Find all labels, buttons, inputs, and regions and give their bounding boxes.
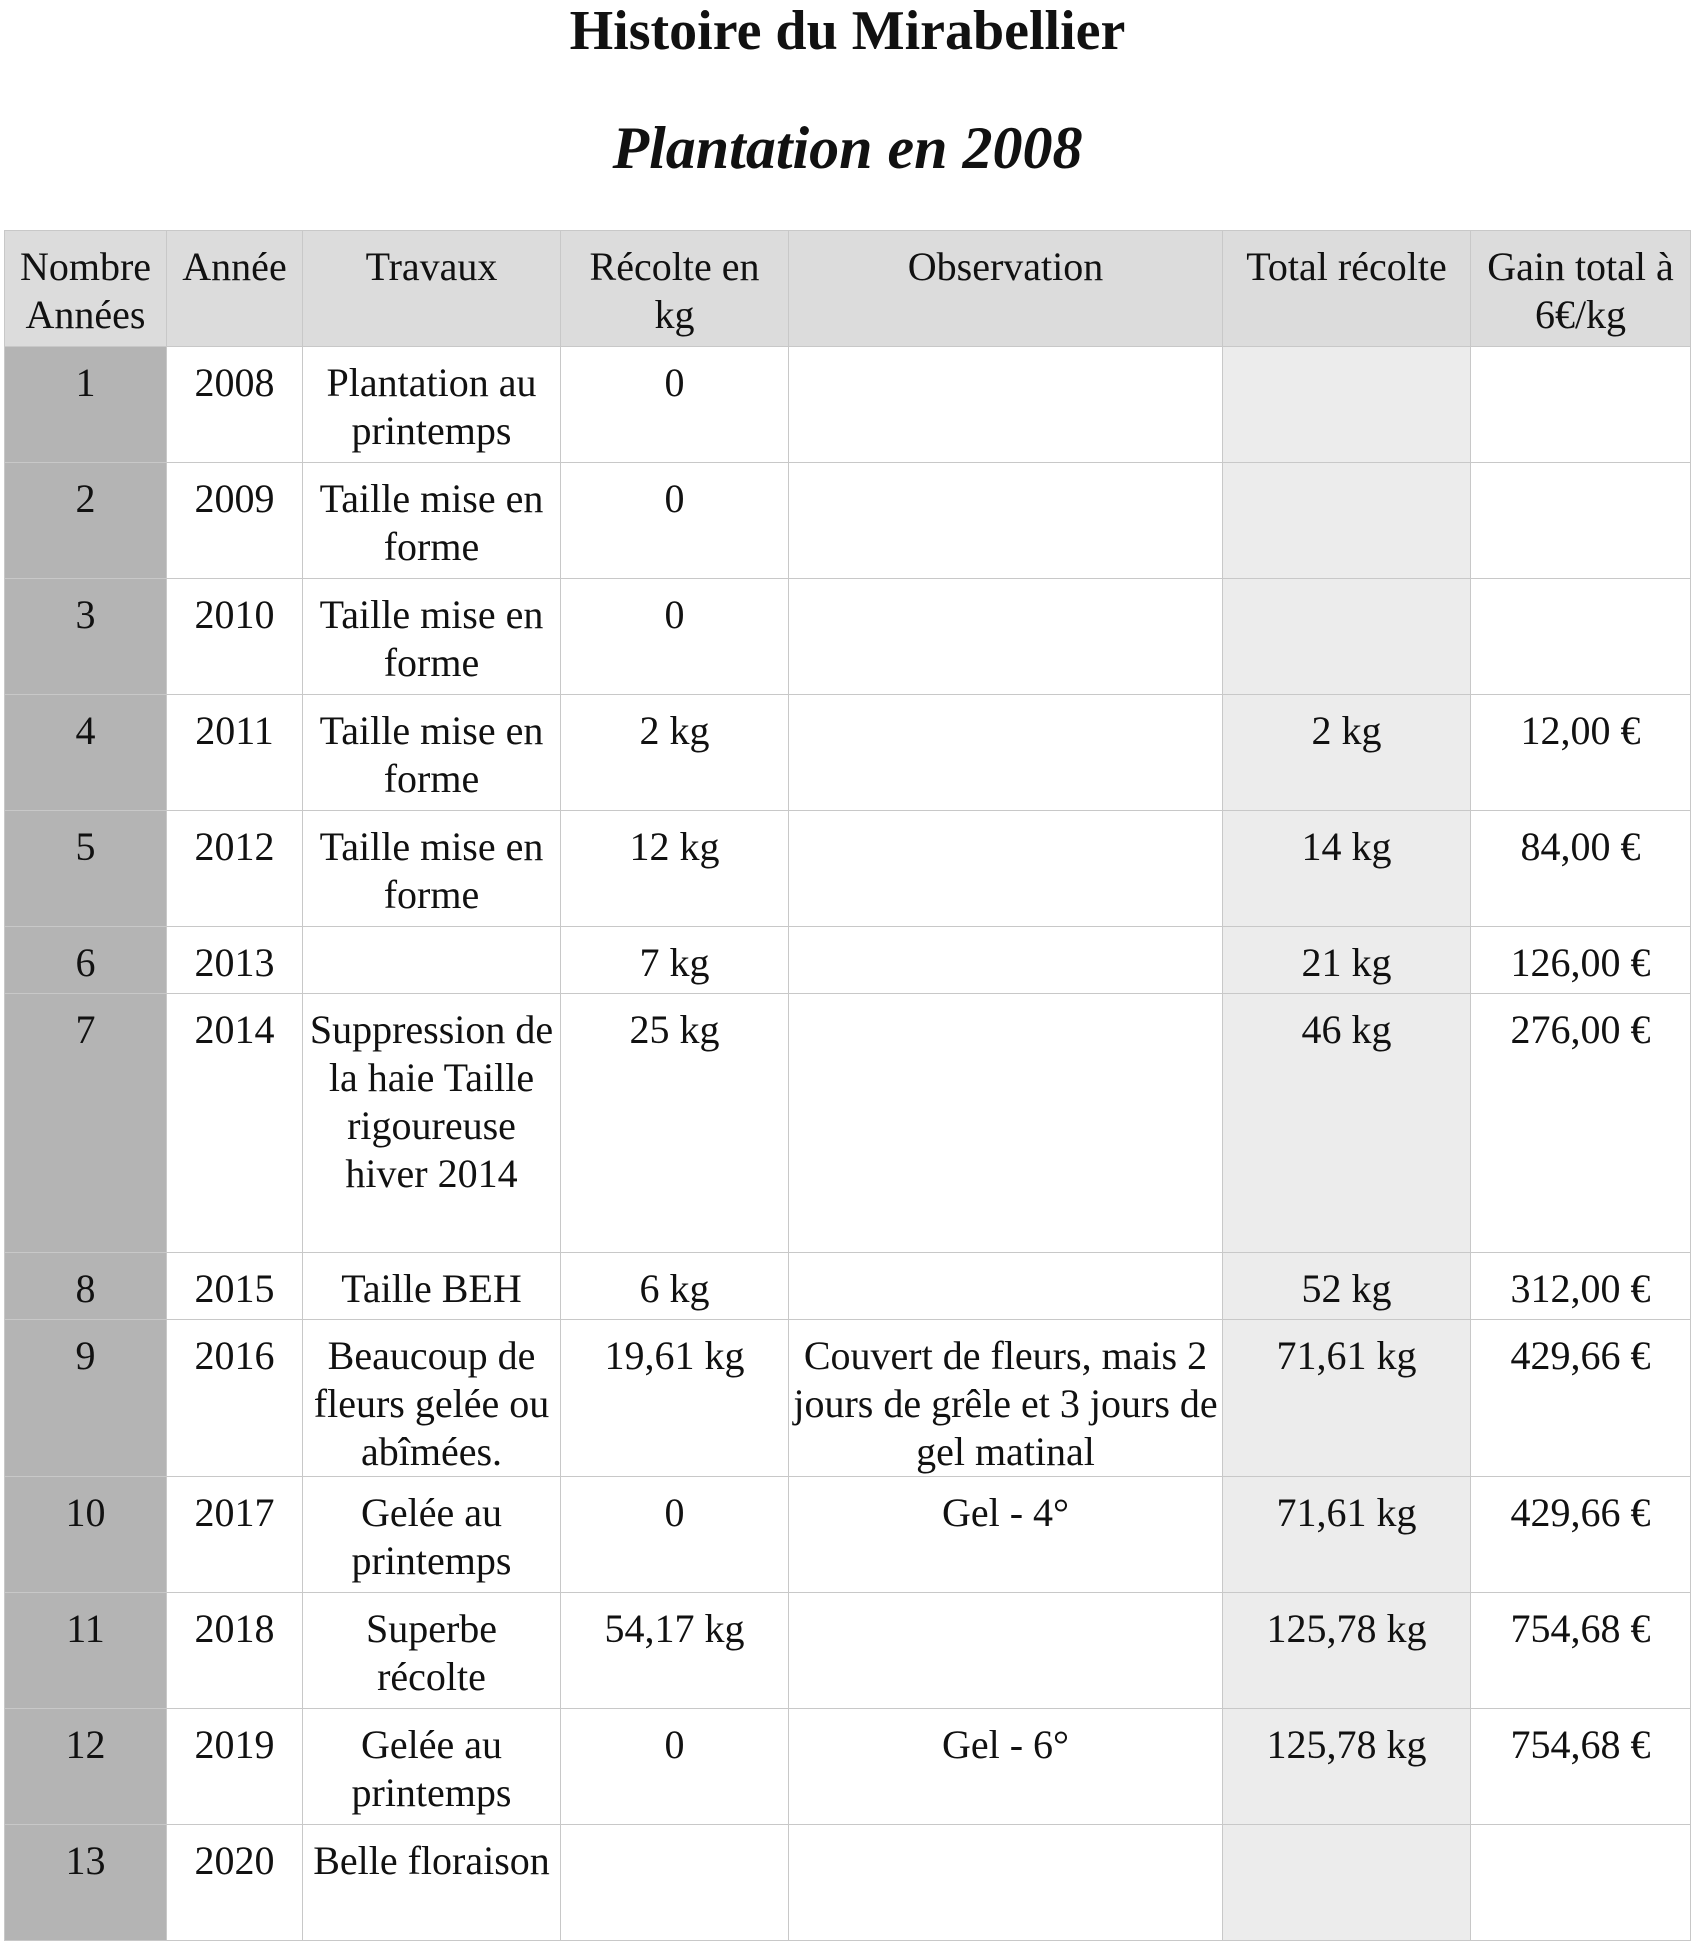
cell-annee: 2009: [167, 463, 303, 579]
cell-annee: 2013: [167, 927, 303, 994]
cell-observation: [789, 347, 1223, 463]
cell-gain: 126,00 €: [1471, 927, 1691, 994]
cell-nombre: 3: [5, 579, 167, 695]
cell-observation: [789, 1825, 1223, 1941]
cell-observation: Couvert de fleurs, mais 2 jours de grêle et 3 jours de gel matinal: [789, 1320, 1223, 1477]
header-gain-total: Gain total à 6€/kg: [1471, 231, 1691, 347]
cell-gain: [1471, 463, 1691, 579]
cell-nombre: 2: [5, 463, 167, 579]
cell-annee: 2014: [167, 994, 303, 1253]
table-header-row: [5, 231, 1691, 347]
cell-recolte: 6 kg: [561, 1253, 789, 1320]
cell-total: 2 kg: [1223, 695, 1471, 811]
cell-total: [1223, 463, 1471, 579]
header-observation: Observation: [789, 231, 1223, 347]
table-row: [5, 1320, 1691, 1477]
cell-nombre: 8: [5, 1253, 167, 1320]
cell-recolte: [561, 1825, 789, 1941]
cell-total: 125,78 kg: [1223, 1593, 1471, 1709]
cell-total: 21 kg: [1223, 927, 1471, 994]
page-title: Histoire du Mirabellier: [569, 0, 1126, 62]
cell-observation: Gel - 6°: [789, 1709, 1223, 1825]
table-row: [5, 994, 1691, 1253]
header-annee: Année: [167, 231, 303, 347]
cell-recolte: 12 kg: [561, 811, 789, 927]
cell-total: 71,61 kg: [1223, 1477, 1471, 1593]
cell-recolte: 54,17 kg: [561, 1593, 789, 1709]
cell-annee: 2017: [167, 1477, 303, 1593]
cell-recolte: 2 kg: [561, 695, 789, 811]
cell-gain: 754,68 €: [1471, 1593, 1691, 1709]
header-travaux: Travaux: [303, 231, 561, 347]
cell-annee: 2008: [167, 347, 303, 463]
table-row: [5, 1253, 1691, 1320]
cell-nombre: 5: [5, 811, 167, 927]
table-row: [5, 1593, 1691, 1709]
cell-gain: [1471, 347, 1691, 463]
table-row: [5, 1709, 1691, 1825]
cell-nombre: 13: [5, 1825, 167, 1941]
cell-recolte: 19,61 kg: [561, 1320, 789, 1477]
cell-travaux: Suppression de la haie Taille rigoureuse hiver 2014: [303, 994, 561, 1253]
table-row: [5, 347, 1691, 463]
cell-gain: 84,00 €: [1471, 811, 1691, 927]
cell-travaux: Gelée au printemps: [303, 1709, 561, 1825]
cell-travaux: Taille BEH: [303, 1253, 561, 1320]
cell-recolte: 0: [561, 1477, 789, 1593]
cell-recolte: 0: [561, 463, 789, 579]
table-row: [5, 463, 1691, 579]
table-row: [5, 927, 1691, 994]
table-row: [5, 1825, 1691, 1941]
cell-gain: 312,00 €: [1471, 1253, 1691, 1320]
cell-total: 46 kg: [1223, 994, 1471, 1253]
cell-recolte: 0: [561, 1709, 789, 1825]
cell-travaux: Superbe récolte: [303, 1593, 561, 1709]
cell-nombre: 12: [5, 1709, 167, 1825]
cell-annee: 2012: [167, 811, 303, 927]
cell-travaux: Taille mise en forme: [303, 811, 561, 927]
cell-recolte: 0: [561, 347, 789, 463]
cell-nombre: 1: [5, 347, 167, 463]
cell-observation: [789, 579, 1223, 695]
cell-travaux: Gelée au printemps: [303, 1477, 561, 1593]
cell-nombre: 6: [5, 927, 167, 994]
cell-recolte: 7 kg: [561, 927, 789, 994]
cell-gain: 12,00 €: [1471, 695, 1691, 811]
cell-annee: 2015: [167, 1253, 303, 1320]
cell-travaux: Taille mise en forme: [303, 463, 561, 579]
cell-annee: 2016: [167, 1320, 303, 1477]
cell-nombre: 9: [5, 1320, 167, 1477]
cell-total: 125,78 kg: [1223, 1709, 1471, 1825]
cell-gain: [1471, 579, 1691, 695]
cell-total: [1223, 1825, 1471, 1941]
cell-gain: 429,66 €: [1471, 1477, 1691, 1593]
table-row: [5, 695, 1691, 811]
cell-observation: [789, 994, 1223, 1253]
table-row: [5, 811, 1691, 927]
cell-nombre: 10: [5, 1477, 167, 1593]
cell-observation: [789, 1253, 1223, 1320]
cell-gain: 276,00 €: [1471, 994, 1691, 1253]
cell-annee: 2011: [167, 695, 303, 811]
cell-observation: [789, 811, 1223, 927]
header-nombre-annees: Nombre Années: [5, 231, 167, 347]
cell-gain: [1471, 1825, 1691, 1941]
cell-total: 14 kg: [1223, 811, 1471, 927]
cell-observation: [789, 463, 1223, 579]
cell-total: [1223, 579, 1471, 695]
cell-recolte: 0: [561, 579, 789, 695]
cell-annee: 2020: [167, 1825, 303, 1941]
cell-annee: 2018: [167, 1593, 303, 1709]
cell-travaux: Beaucoup de fleurs gelée ou abîmées.: [303, 1320, 561, 1477]
cell-annee: 2010: [167, 579, 303, 695]
cell-travaux: Plantation au printemps: [303, 347, 561, 463]
cell-recolte: 25 kg: [561, 994, 789, 1253]
history-table: [4, 230, 1691, 1941]
header-recolte: Récolte en kg: [561, 231, 789, 347]
cell-gain: 429,66 €: [1471, 1320, 1691, 1477]
cell-observation: Gel - 4°: [789, 1477, 1223, 1593]
cell-gain: 754,68 €: [1471, 1709, 1691, 1825]
cell-nombre: 11: [5, 1593, 167, 1709]
cell-nombre: 7: [5, 994, 167, 1253]
cell-travaux: Taille mise en forme: [303, 579, 561, 695]
cell-total: 71,61 kg: [1223, 1320, 1471, 1477]
header-total-recolte: Total récolte: [1223, 231, 1471, 347]
cell-travaux: Taille mise en forme: [303, 695, 561, 811]
table-row: [5, 579, 1691, 695]
cell-travaux: [303, 927, 561, 994]
cell-travaux: Belle floraison: [303, 1825, 561, 1941]
cell-annee: 2019: [167, 1709, 303, 1825]
cell-total: [1223, 347, 1471, 463]
cell-observation: [789, 695, 1223, 811]
cell-observation: [789, 927, 1223, 994]
page-subtitle: Plantation en 2008: [612, 115, 1083, 181]
table-row: [5, 1477, 1691, 1593]
cell-observation: [789, 1593, 1223, 1709]
cell-nombre: 4: [5, 695, 167, 811]
cell-total: 52 kg: [1223, 1253, 1471, 1320]
